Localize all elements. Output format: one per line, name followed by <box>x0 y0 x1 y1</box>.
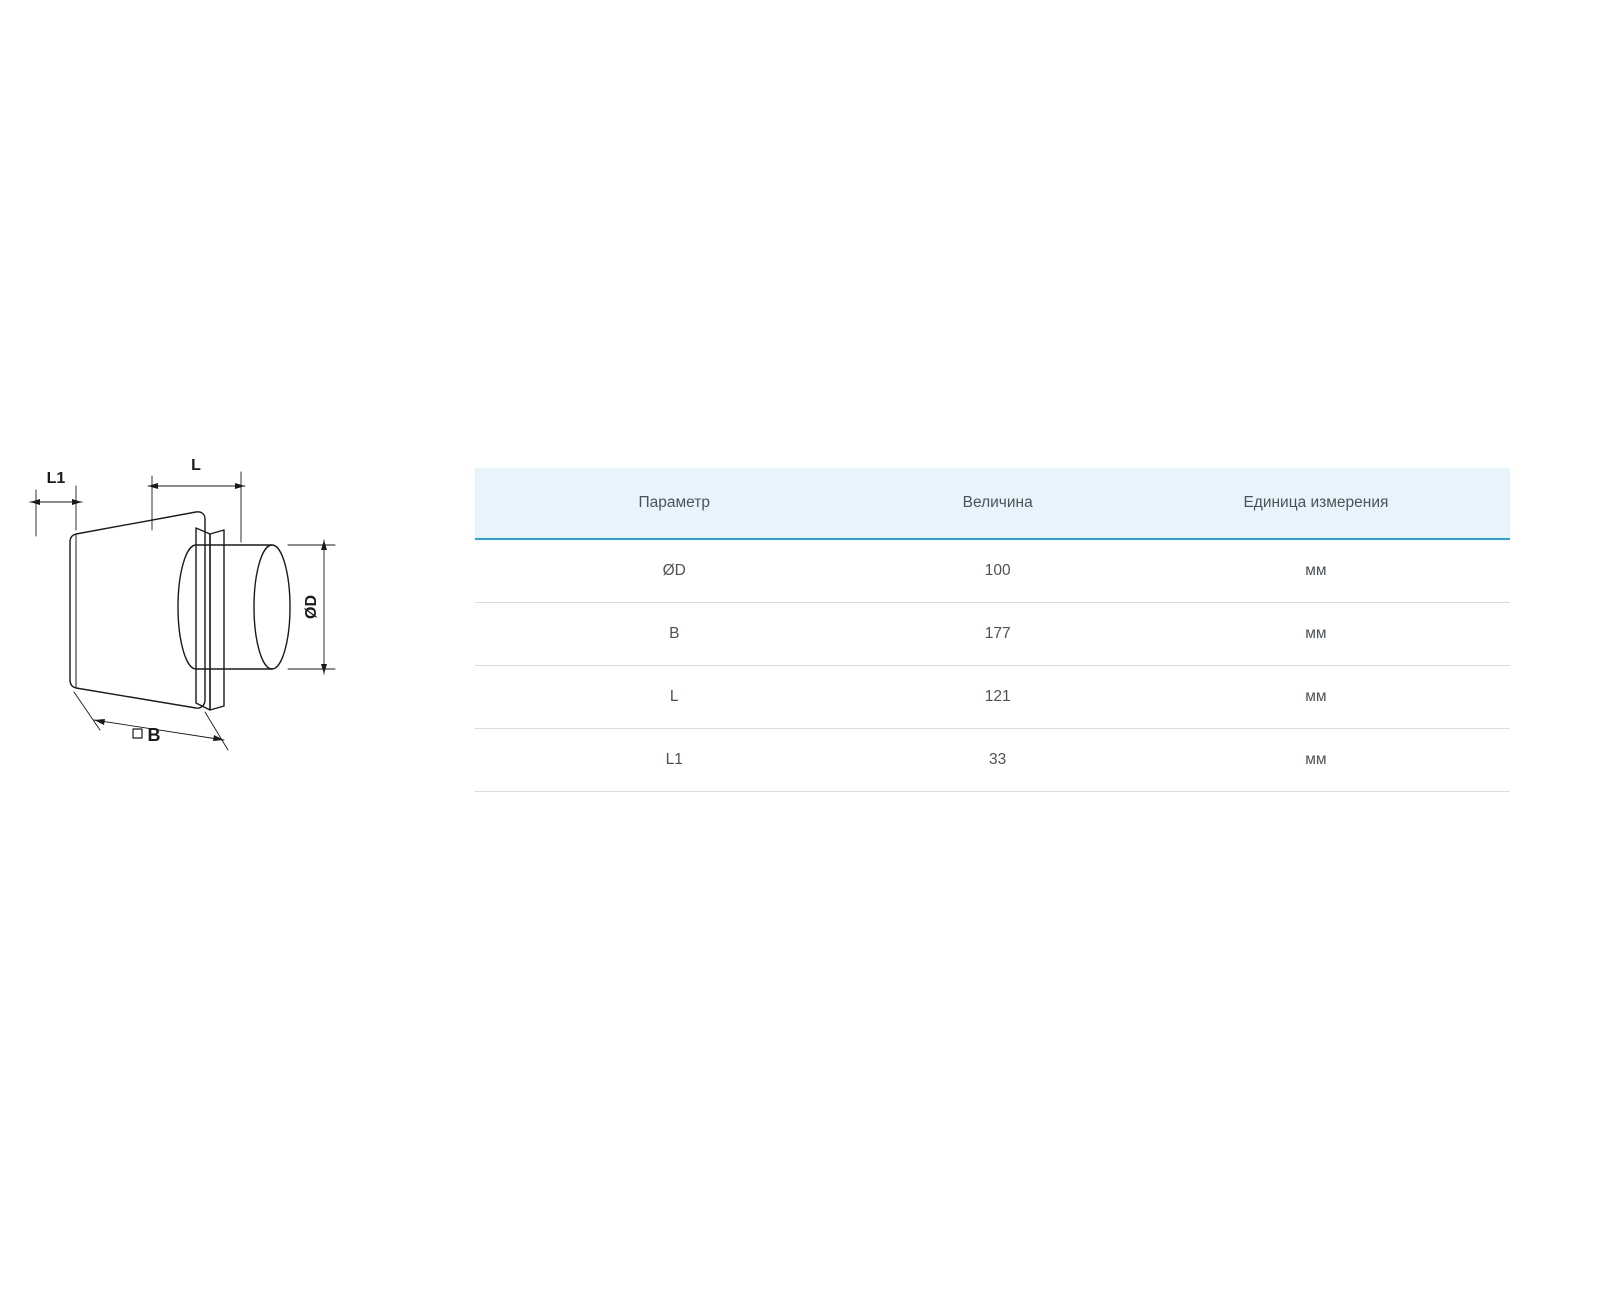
column-header-unit: Единица измерения <box>1122 468 1510 539</box>
cell-parameter: L1 <box>475 729 873 792</box>
cell-parameter: L <box>475 666 873 729</box>
dimension-label-d: ØD <box>303 595 320 619</box>
cell-value: 121 <box>873 666 1121 729</box>
table-row <box>475 539 1510 603</box>
table-header <box>475 468 1510 539</box>
panel-logo <box>133 729 142 738</box>
table-row <box>475 729 1510 792</box>
cell-value: 177 <box>873 603 1121 666</box>
duct-body <box>178 545 290 669</box>
cell-value: 100 <box>873 539 1121 603</box>
column-header-value: Величина <box>873 468 1121 539</box>
table-body <box>475 539 1510 792</box>
dimension-label-l1: L1 <box>46 470 66 487</box>
product-technical-drawing <box>0 430 420 850</box>
front-panel <box>70 512 205 708</box>
back-plate <box>196 528 224 710</box>
dimension-label-b: B <box>147 725 161 745</box>
column-header-parameter: Параметр <box>475 468 873 539</box>
drawing-svg <box>0 430 420 850</box>
table-row <box>475 603 1510 666</box>
table-header-row <box>475 468 1510 539</box>
cell-value: 33 <box>873 729 1121 792</box>
cell-unit: мм <box>1122 539 1510 603</box>
cell-parameter: B <box>475 603 873 666</box>
dimension-label-l: L <box>191 457 201 474</box>
table-row <box>475 666 1510 729</box>
cell-parameter: ØD <box>475 539 873 603</box>
specification-table <box>475 468 1510 792</box>
dimension-l1 <box>30 486 82 536</box>
cell-unit: мм <box>1122 603 1510 666</box>
cell-unit: мм <box>1122 729 1510 792</box>
cell-unit: мм <box>1122 666 1510 729</box>
